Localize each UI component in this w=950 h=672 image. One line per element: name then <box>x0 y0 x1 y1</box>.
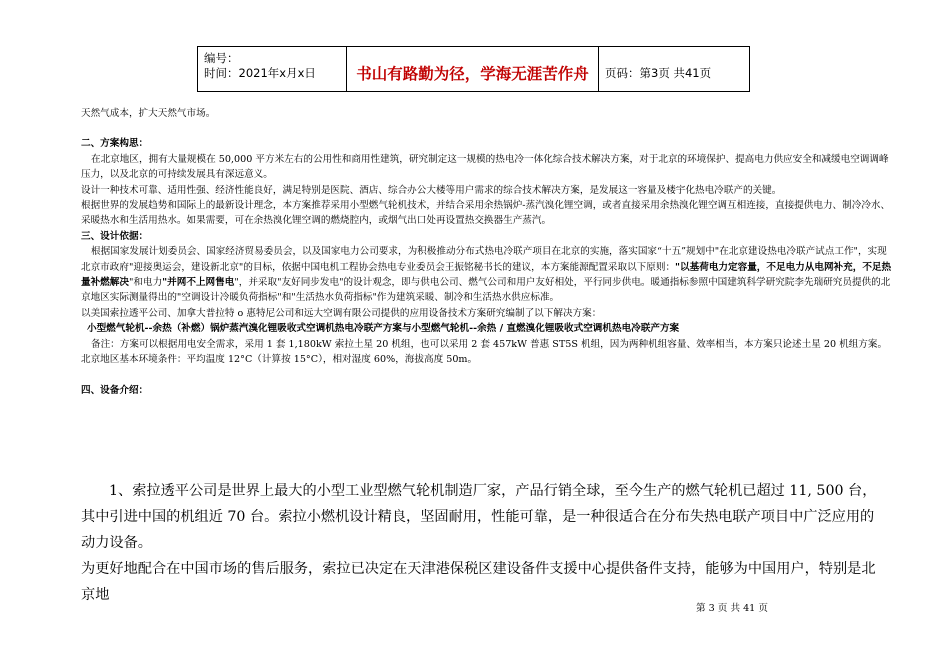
page-footer: 第 3 页 共 41 页 <box>696 603 768 614</box>
solution-title: 小型燃气轮机--余热（补燃）锅炉蒸汽溴化锂吸收式空调机热电冷联产方案与小型燃气轮机--余热 / 直燃溴化锂吸收式空调机热电冷联产方案 <box>87 323 680 335</box>
section-2-paragraph-2: 设计一种技术可靠、适用性强、经济性能良好，满足特别是医院、酒店、综合办公大楼等用户需求的综合技术解决方案，是发展这一容量及楼宇化热电冷联产的关键。 <box>81 184 782 196</box>
principle-bold-1: "以基荷电力定容量，不足电力从电网补充，不足热量补燃解决 <box>81 261 892 289</box>
header-table <box>197 46 750 92</box>
solution-note: 备注：方案可以根据用电安全需求，采用 1 套 1,180kW 索拉土星 20 机组，也可以采用 2 套 457kW 普惠 ST5S 机组，因为两种机组容量、效率相当，本方案只论述土星 20 机组方案。 <box>91 338 888 350</box>
document-body <box>81 106 893 398</box>
section-3-heading: 三、设计依据： <box>81 230 149 242</box>
section-2-heading: 二、方案构思： <box>81 138 149 150</box>
equipment-paragraph-2: 为更好地配合在中国市场的售后服务，索拉已决定在天津港保税区建设备件支援中心提供备件支持，能够为中国用户，特别是北京地 <box>81 561 876 603</box>
section-3-paragraph-1 <box>81 244 893 306</box>
section-2-paragraph-3: 根据世界的发展趋势和国际上的最新设计理念，本方案推荐采用小型燃气轮机技术，并结合采用余热锅炉-蒸汽溴化锂空调，或者直接采用余热溴化锂空调互相连接，直接提供电力、制冷冷水、采暖热水和生活用热水。如果需要，可在余热溴化锂空调的燃烧腔内，或烟气出口处再设置热交换器生产蒸汽。 <box>81 200 891 227</box>
equipment-intro <box>81 478 881 608</box>
principle-intro: 根据国家发展计划委员会、国家经济贸易委员会，以及国家电力公司要求，为积极推动分布式热电冷联产项目在北京的实施，落实国家“十五”规划中"在北京建设热电冷联产试点工作"，实现北京市政府"迎接奥运会，建设新北京"的目标，依据中国电机工程协会热电专业委员会王振铭秘书长的建议，本方案能源配置采取以下原则： <box>81 246 887 273</box>
section-2-paragraph-1: 在北京地区，拥有大量规模在 50,000 平方米左右的公用性和商用性建筑，研究制定这一规模的热电冷一体化综合技术解决方案，对于北京的环境保护、提高电力供应安全和减缓电空调调峰压力，以及北京的可持续发展具有深远意义。 <box>81 153 889 181</box>
equipment-paragraph-1: 1、索拉透平公司是世界上最大的小型工业型燃气轮机制造厂家，产品行销全球，至今生产的燃气轮机已超过 11, 500 台，其中引进中国的机组近 70 台。索拉小燃机设计精良，坚固耐用，性能可靠，是一种很适合在分布失热电联产项目中广泛应用的动力设备。 <box>81 483 877 551</box>
principle-mid: "和电力 <box>128 277 163 289</box>
time-label: 时间：2021年x月x日 <box>204 66 316 80</box>
header-page-label: 页码：第3页 共41页 <box>605 66 712 80</box>
header-left-cell <box>198 47 347 91</box>
section-4-heading: 四、设备介绍： <box>81 384 149 396</box>
principle-bold-2: "并网不上网售电 <box>162 277 235 289</box>
environment-conditions: 北京地区基本环境条件：平均温度 12°C（计算按 15°C），相对湿度 60%，海拔高度 50m。 <box>81 354 478 366</box>
principle-rest: "，并采取"友好同步发电"的设计观念，即与供电公司、燃气公司和用户友好相处，平行同步供电。暖通指标参照中国建筑科学研究院李先瑞研究员提供的北京地区实际测量得出的"空调设计冷暖负荷指标"和"生活热水负荷指标"作为建筑采暖、制冷和生活热水供应标准。 <box>81 277 891 304</box>
header-motto: 书山有路勤为径，学海无涯苦作舟 <box>347 47 599 91</box>
number-label: 编号： <box>204 51 239 65</box>
continued-line: 天然气成本，扩大天然气市场。 <box>81 108 216 119</box>
section-3-paragraph-2: 以美国索拉透平公司、加拿大普拉特 o 惠特尼公司和远大空调有限公司提供的应用设备技术方案研究编制了以下解决方案： <box>81 307 602 319</box>
